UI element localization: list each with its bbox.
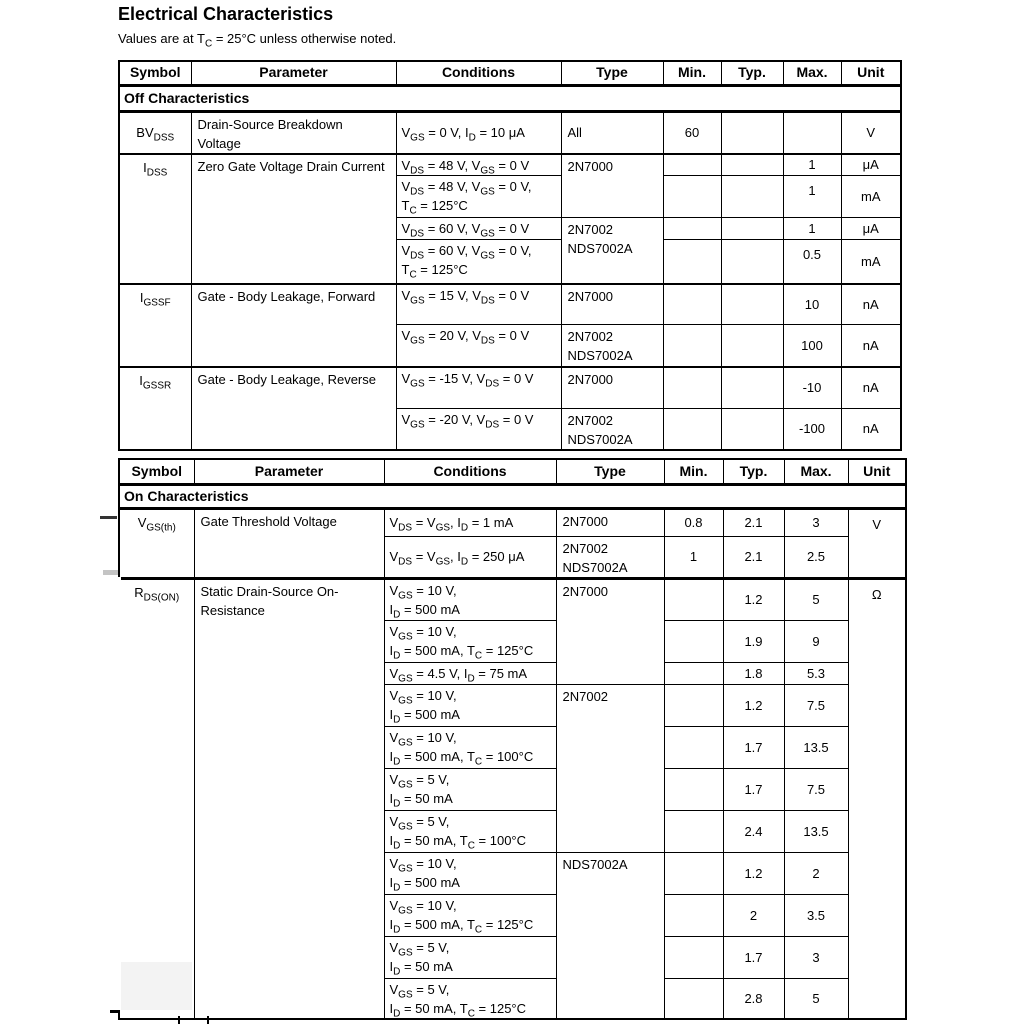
cell-min	[663, 284, 721, 324]
cell-typ: 2.4	[723, 810, 784, 852]
cell-typ	[721, 217, 783, 239]
cell-min: 1	[664, 536, 723, 578]
cell-unit: mA	[841, 175, 901, 217]
cell-min	[664, 852, 723, 894]
cell-max: -10	[783, 367, 841, 408]
cell-type: 2N7000	[556, 508, 664, 536]
cell-type: 2N7002 NDS7002A	[556, 536, 664, 578]
cell-type: 2N7002 NDS7002A	[561, 324, 663, 367]
cell-min	[663, 154, 721, 176]
cell-conditions: $V_{DS} = 60$ V, $V_{GS} = 0$ V	[396, 217, 561, 239]
cell-min	[664, 978, 723, 1019]
cell-conditions: $V_{DS} = 48$ V, $V_{GS} = 0$ V, $T_C = 125^\circ C$	[396, 175, 561, 217]
section-title: On Characteristics	[119, 484, 906, 508]
table-bottom-line-extension	[110, 1010, 119, 1013]
section-row	[119, 85, 901, 111]
table-row	[119, 578, 906, 620]
table-row	[119, 111, 901, 154]
header-conditions: Conditions	[384, 459, 556, 484]
header-conditions: Conditions	[396, 61, 561, 85]
cell-conditions: $V_{GS} = 10$ V, $I_D = 500$ mA	[384, 852, 556, 894]
cell-symbol: $BV_{DSS}$	[119, 111, 191, 154]
cell-conditions: $V_{DS} = 60$ V, $V_{GS} = 0$ V, $T_C = 125^\circ C$	[396, 239, 561, 284]
symbol-column-gray-bar	[121, 962, 192, 1010]
table-row	[119, 367, 901, 408]
cell-min: 60	[663, 111, 721, 154]
cell-min	[664, 662, 723, 684]
cell-min	[663, 175, 721, 217]
cell-type: 2N7000	[556, 578, 664, 684]
cell-min	[663, 408, 721, 450]
cell-symbol: $V_{GS(th)}$	[119, 508, 194, 578]
cell-conditions: $V_{GS} = 5$ V, $I_D = 50$ mA	[384, 768, 556, 810]
cell-max	[783, 111, 841, 154]
cell-min	[664, 810, 723, 852]
cell-unit: μA	[841, 154, 901, 176]
cell-symbol: $I_{DSS}$	[119, 154, 191, 285]
cell-type: NDS7002A	[556, 852, 664, 1019]
section-row	[119, 484, 906, 508]
header-parameter: Parameter	[194, 459, 384, 484]
table-row	[119, 508, 906, 536]
cell-typ: 1.7	[723, 768, 784, 810]
cell-max: 9	[784, 620, 848, 662]
cell-max: 13.5	[784, 810, 848, 852]
cell-min	[664, 726, 723, 768]
cell-min	[663, 367, 721, 408]
cell-max: 5	[784, 978, 848, 1019]
cell-conditions: $V_{GS} = 20$ V, $V_{DS} = 0$ V	[396, 324, 561, 367]
header-symbol: Symbol	[119, 459, 194, 484]
cell-conditions: $V_{GS} = -15$ V, $V_{DS} = 0$ V	[396, 367, 561, 408]
cell-min	[664, 684, 723, 726]
cell-typ	[721, 175, 783, 217]
header-max: Max.	[783, 61, 841, 85]
cell-unit: nA	[841, 324, 901, 367]
cell-typ: 2.1	[723, 536, 784, 578]
cell-max: 1	[783, 217, 841, 239]
header-type: Type	[556, 459, 664, 484]
cell-typ: 1.2	[723, 852, 784, 894]
cell-typ: 1.9	[723, 620, 784, 662]
cell-typ: 2	[723, 894, 784, 936]
cell-type: 2N7002	[556, 684, 664, 852]
cell-unit: nA	[841, 284, 901, 324]
header-unit: Unit	[848, 459, 906, 484]
cell-symbol: $I_{GSSF}$	[119, 284, 191, 367]
cell-conditions: $V_{GS} = 10$ V, $I_D = 500$ mA, $T_C = 100^\circ C$	[384, 726, 556, 768]
cell-typ: 1.2	[723, 578, 784, 620]
cell-conditions: $V_{GS} = -20$ V, $V_{DS} = 0$ V	[396, 408, 561, 450]
page-subtitle: Values are at $T_C = 25^\circ C$ unless otherwise noted.	[118, 31, 397, 50]
table-row	[119, 154, 901, 176]
cell-conditions: $V_{GS} = 10$ V, $I_D = 500$ mA, $T_C = 125^\circ C$	[384, 620, 556, 662]
bottom-tick-2	[207, 1016, 209, 1024]
header-typ: Typ.	[721, 61, 783, 85]
header-max: Max.	[784, 459, 848, 484]
cell-typ	[721, 111, 783, 154]
cell-parameter: Gate - Body Leakage, Forward	[191, 284, 396, 367]
cell-typ	[721, 367, 783, 408]
cell-unit: V	[841, 111, 901, 154]
cell-typ	[721, 324, 783, 367]
cell-max: 5	[784, 578, 848, 620]
cell-type: 2N7000	[561, 154, 663, 218]
cell-max: -100	[783, 408, 841, 450]
cell-min	[664, 936, 723, 978]
header-parameter: Parameter	[191, 61, 396, 85]
cell-unit: mA	[841, 239, 901, 284]
cell-max: 2	[784, 852, 848, 894]
cell-typ: 2.8	[723, 978, 784, 1019]
cell-min	[664, 578, 723, 620]
cell-max: 1	[783, 175, 841, 217]
cell-parameter: Gate - Body Leakage, Reverse	[191, 367, 396, 450]
cell-typ: 1.8	[723, 662, 784, 684]
cell-conditions: $V_{GS} = 15$ V, $V_{DS} = 0$ V	[396, 284, 561, 324]
cell-conditions: $V_{GS} = 10$ V, $I_D = 500$ mA, $T_C = 125^\circ C$	[384, 894, 556, 936]
cell-max: 5.3	[784, 662, 848, 684]
cell-max: 7.5	[784, 768, 848, 810]
cell-max: 3.5	[784, 894, 848, 936]
cell-conditions: $V_{DS} = V_{GS}$, $I_D = 1$ mA	[384, 508, 556, 536]
cell-conditions: $V_{GS} = 5$ V, $I_D = 50$ mA	[384, 936, 556, 978]
table-header-row	[119, 459, 906, 484]
off-characteristics-table	[118, 60, 902, 451]
cell-parameter: Zero Gate Voltage Drain Current	[191, 154, 396, 285]
cell-max: 7.5	[784, 684, 848, 726]
cell-typ	[721, 408, 783, 450]
cell-min	[664, 894, 723, 936]
header-min: Min.	[664, 459, 723, 484]
cell-type: 2N7000	[561, 367, 663, 408]
cell-type: 2N7002 NDS7002A	[561, 408, 663, 450]
cell-conditions: $V_{DS} = V_{GS}$, $I_D = 250$ μA	[384, 536, 556, 578]
cell-max: 0.5	[783, 239, 841, 284]
cell-min	[664, 768, 723, 810]
cell-unit: Ω	[848, 578, 906, 1019]
cell-max: 2.5	[784, 536, 848, 578]
table-row	[119, 284, 901, 324]
section-title: Off Characteristics	[119, 85, 901, 111]
cell-unit: V	[848, 508, 906, 578]
cell-parameter: Gate Threshold Voltage	[194, 508, 384, 578]
cell-parameter: Static Drain-Source On-Resistance	[194, 578, 384, 1019]
cell-conditions: $V_{GS} = 4.5$ V, $I_D = 75$ mA	[384, 662, 556, 684]
cell-min: 0.8	[664, 508, 723, 536]
left-border-whiteout	[116, 577, 121, 1010]
cell-type: All	[561, 111, 663, 154]
cell-typ	[721, 154, 783, 176]
header-min: Min.	[663, 61, 721, 85]
table-header-row	[119, 61, 901, 85]
cell-typ: 1.7	[723, 726, 784, 768]
cell-conditions: $V_{GS} = 0$ V, $I_D = 10$ μA	[396, 111, 561, 154]
cell-typ	[721, 284, 783, 324]
cell-typ	[721, 239, 783, 284]
cell-conditions: $V_{DS} = 48$ V, $V_{GS} = 0$ V	[396, 154, 561, 176]
page-title: Electrical Characteristics	[118, 4, 334, 24]
cell-typ: 1.2	[723, 684, 784, 726]
cell-conditions: $V_{GS} = 10$ V, $I_D = 500$ mA	[384, 578, 556, 620]
header-symbol: Symbol	[119, 61, 191, 85]
cell-typ: 1.7	[723, 936, 784, 978]
cell-max: 1	[783, 154, 841, 176]
cell-typ: 2.1	[723, 508, 784, 536]
cell-max: 3	[784, 508, 848, 536]
on-characteristics-table	[118, 458, 907, 1020]
cell-unit: μA	[841, 217, 901, 239]
cell-type: 2N7002 NDS7002A	[561, 217, 663, 284]
cell-max: 3	[784, 936, 848, 978]
cell-min	[664, 620, 723, 662]
header-unit: Unit	[841, 61, 901, 85]
cell-conditions: $V_{GS} = 10$ V, $I_D = 500$ mA	[384, 684, 556, 726]
header-type: Type	[561, 61, 663, 85]
cell-symbol: $I_{GSSR}$	[119, 367, 191, 450]
margin-dash-dark	[100, 516, 117, 519]
bottom-tick-1	[178, 1016, 180, 1024]
cell-parameter: Drain-Source Breakdown Voltage	[191, 111, 396, 154]
cell-conditions: $V_{GS} = 5$ V, $I_D = 50$ mA, $T_C = 100^\circ C$	[384, 810, 556, 852]
cell-unit: nA	[841, 367, 901, 408]
cell-unit: nA	[841, 408, 901, 450]
cell-symbol: $R_{DS(ON)}$	[119, 578, 194, 1019]
header-typ: Typ.	[723, 459, 784, 484]
cell-conditions: $V_{GS} = 5$ V, $I_D = 50$ mA, $T_C = 125^\circ C$	[384, 978, 556, 1019]
cell-max: 100	[783, 324, 841, 367]
cell-min	[663, 239, 721, 284]
cell-max: 13.5	[784, 726, 848, 768]
cell-min	[663, 217, 721, 239]
cell-type: 2N7000	[561, 284, 663, 324]
cell-min	[663, 324, 721, 367]
margin-dash-gray	[103, 570, 118, 575]
cell-max: 10	[783, 284, 841, 324]
